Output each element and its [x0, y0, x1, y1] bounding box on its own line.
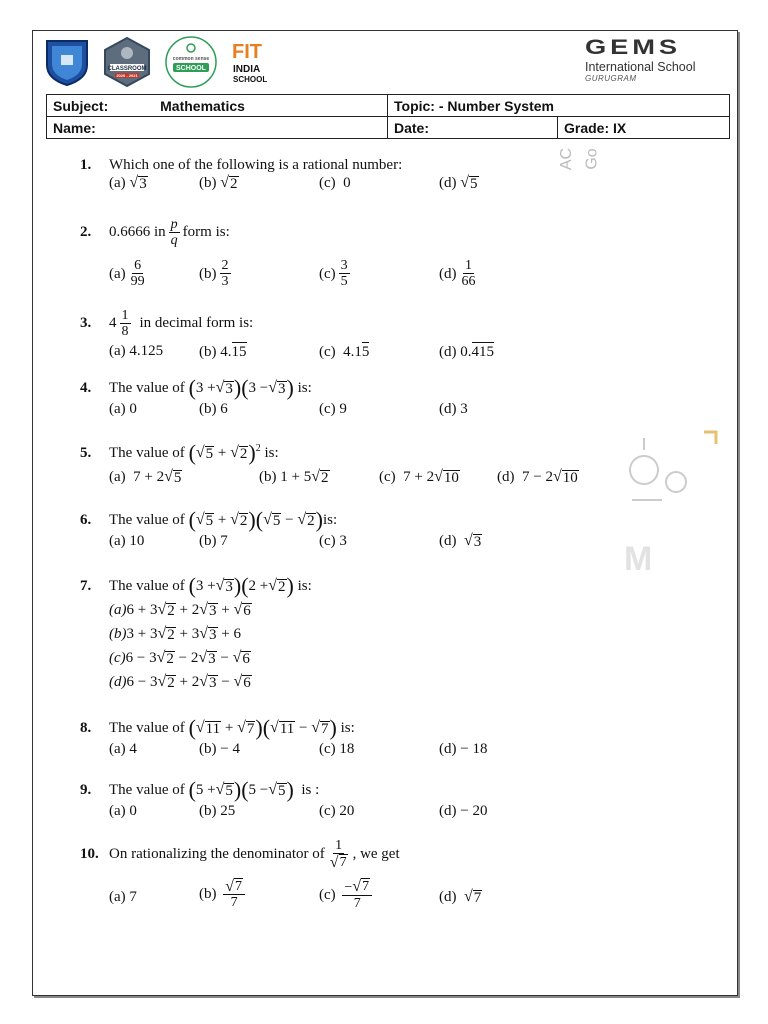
question-9: 9. The value of ( 5 + √ 5 )( 5 − √ 5 ) is : (a) 0 (b) 25 (c) 20 (d) − 20 [80, 778, 319, 822]
numerator: p [170, 216, 178, 232]
sqrt: √ 3 [129, 174, 147, 192]
numerator: 1 [335, 838, 343, 853]
radicand: 3 [209, 627, 217, 643]
date-cell[interactable]: Date: [388, 117, 558, 139]
radicand: 3 [209, 603, 217, 619]
question-text: The value of [109, 380, 185, 396]
radicand: 6 [243, 675, 251, 691]
radicand: 10 [443, 470, 459, 486]
question-number: 2. [80, 224, 92, 240]
option-label: (d) [439, 175, 457, 191]
school-city: GURUGRAM [585, 74, 637, 83]
option-b[interactable]: (b) 6 [199, 401, 228, 417]
option-b[interactable] [199, 878, 248, 910]
question-text: is: [297, 578, 312, 594]
option-b[interactable] [199, 174, 239, 192]
topic-cell: Topic: - Number System [388, 95, 730, 117]
header-table [46, 94, 730, 139]
option-c[interactable] [319, 342, 369, 361]
question-text: The value of [109, 445, 185, 461]
expr: 5 − [248, 782, 269, 798]
options [109, 400, 468, 420]
radicand: 3 [473, 534, 482, 550]
sqrt: √ 10 [552, 468, 578, 486]
question-number: 9. [80, 782, 92, 798]
sqrt: √ 5 [164, 468, 182, 486]
radicand: 3 [139, 176, 147, 192]
option-c[interactable] [109, 646, 312, 670]
watermark-go: Go [583, 148, 601, 170]
question-number: 7. [80, 578, 92, 594]
radicand: 5 [225, 783, 233, 799]
option-d[interactable]: (d) − 18 [439, 741, 488, 757]
denominator: 5 [340, 274, 348, 289]
sqrt: √ 6 [233, 601, 251, 619]
fraction [460, 258, 478, 289]
option-a[interactable] [109, 258, 150, 289]
option-c[interactable]: (c) 3 [319, 533, 347, 549]
radicand: 2 [167, 627, 175, 643]
sqrt: √ 2 [220, 174, 238, 192]
numerator: 1 [465, 258, 472, 273]
radicand: 3 [278, 381, 286, 397]
sqrt: √ 5 [268, 781, 286, 799]
option-label: (d) [497, 469, 515, 485]
question-text: The value of [109, 720, 185, 736]
radicand: 5 [173, 470, 182, 486]
question-text: in decimal form is: [139, 315, 254, 331]
numerator: 2 [221, 258, 229, 273]
options [109, 802, 488, 822]
radicand: 2 [230, 176, 238, 192]
radicand: 5 [205, 513, 214, 529]
question-text: form is: [182, 224, 230, 240]
question-6: 6. The value of ( √ 5 + √ 2 )( √ 5 − √ 2 ) is: (a) 10 (b) 7 (c) 3 (d) √ 3 [80, 507, 482, 550]
option-b[interactable] [109, 622, 312, 646]
option-d[interactable] [109, 670, 312, 694]
expr: + 2 [179, 674, 200, 690]
options [109, 598, 312, 694]
options [109, 532, 482, 552]
expr: 3 − [248, 380, 269, 396]
radicand: 2 [239, 446, 248, 462]
radicand: 2 [307, 513, 315, 529]
commonsense-top: common sense [172, 56, 210, 62]
watermark-m: M [624, 540, 653, 578]
option-label: (d) [439, 889, 457, 905]
sqrt: √ 11 [195, 719, 221, 737]
radicand: 2 [321, 470, 329, 486]
sqrt: √ 3 [199, 673, 217, 691]
sqrt: √ 11 [270, 719, 295, 737]
option-c[interactable] [319, 174, 351, 192]
exponent: 2 [255, 443, 261, 454]
option-d[interactable] [439, 342, 494, 361]
expr: + 3 [179, 626, 200, 642]
option-label: (c) [379, 469, 396, 485]
sqrt: √ 2 [268, 577, 286, 595]
radicand: 2 [166, 651, 174, 667]
fraction [223, 878, 245, 910]
expr: + 2 [179, 602, 200, 618]
radicand: 5 [470, 176, 478, 192]
fraction [342, 878, 372, 911]
radicand: 3 [209, 675, 217, 691]
question-text: is: [322, 512, 338, 528]
radicand: 7 [339, 855, 347, 870]
expr: 7 + 2 [403, 469, 435, 485]
option-label: (b) [199, 175, 217, 191]
repeating-digits: 5 [361, 344, 370, 360]
decimal: 0. [460, 343, 472, 360]
subject-value: Mathematics [160, 97, 245, 114]
sqrt: √ 2 [311, 468, 329, 486]
option-label: (d) [439, 343, 457, 360]
denominator: 66 [461, 274, 476, 289]
option-b[interactable]: (b) 7 [199, 533, 228, 549]
question-text: Which one of the following is a rational number: [109, 157, 403, 173]
option-d[interactable] [439, 174, 479, 192]
question-text: is: [297, 380, 312, 396]
radicand: 7 [235, 879, 243, 894]
mixed-whole: 4 [109, 315, 117, 331]
option-label: (d) [439, 533, 457, 549]
radicand: 3 [225, 579, 233, 595]
sqrt: √ 10 [434, 468, 459, 486]
sqrt: √ 7 [464, 888, 482, 906]
option-label: (a) [109, 265, 126, 282]
radicand: 2 [239, 513, 248, 529]
question-text: The value of [109, 512, 185, 528]
option-label: (a) [109, 602, 127, 618]
expr: 3 + [195, 380, 216, 396]
sqrt: √ 2 [157, 673, 175, 691]
option-value: 0 [343, 175, 351, 191]
option-c[interactable] [319, 878, 375, 911]
question-text: is: [264, 445, 279, 461]
option-c[interactable] [379, 468, 460, 486]
options [109, 342, 494, 362]
repeating-digits: 415 [471, 344, 494, 360]
operator: − [299, 720, 308, 736]
question-number: 4. [80, 380, 92, 396]
sqrt: √ 6 [232, 649, 250, 667]
fraction [120, 308, 131, 339]
sqrt: √ 3 [215, 379, 233, 397]
sqrt: √ 5 [195, 444, 214, 462]
fraction [328, 838, 350, 870]
radicand: 10 [562, 470, 578, 486]
radicand: 11 [205, 721, 221, 737]
classroom-label: CLASSROOM [107, 66, 147, 72]
numerator: 6 [134, 258, 142, 273]
option-label: (c) [319, 175, 336, 191]
option-c[interactable]: (c) 18 [319, 741, 355, 757]
question-8: 8. The value of ( √ 11 + √ 7 )( √ 11 − √ 7 ) is: (a) 4 (b) − 4 (c) 18 (d) − 18 [80, 716, 355, 760]
sqrt: √ 2 [230, 444, 248, 462]
subject-label: Subject: [53, 97, 109, 114]
subject-cell [47, 95, 388, 117]
question-text: 0.6666 in [109, 224, 166, 240]
classroom-years: 2020 - 2021 [116, 73, 138, 78]
option-label: (b) [259, 469, 277, 485]
option-a[interactable] [109, 468, 182, 486]
sqrt: √ 7 [237, 719, 255, 737]
name-cell[interactable]: Name: [47, 117, 388, 139]
radicand: 3 [208, 651, 216, 667]
question-text: is: [340, 720, 355, 736]
sqrt: √ 3 [268, 379, 286, 397]
option-a[interactable]: (a) 4 [109, 741, 137, 757]
option-label: (c) [109, 650, 126, 666]
radicand: 6 [243, 603, 251, 619]
option-a[interactable]: (a) 4.125 [109, 343, 164, 359]
radicand: 11 [279, 721, 295, 737]
option-b[interactable] [199, 342, 247, 361]
sqrt: √ 5 [460, 174, 478, 192]
fraction [129, 258, 147, 289]
expr: − 2 [178, 650, 199, 666]
option-label: (c) [319, 886, 336, 903]
option-d[interactable]: (d) − 20 [439, 803, 488, 819]
fit-label: FIT [232, 41, 262, 63]
option-label: (d) [109, 674, 127, 690]
operator: − [285, 512, 294, 528]
fit-india-school-icon [230, 36, 274, 88]
option-label: (a) [109, 469, 126, 485]
question-5: 5. The value of ( √ 5 + √ 2 ) $^2$ is: (a) 7 + 2 √ 5 (b) 1 + 5 √ 2 (c) 7 + 2 √ 10 (d) 7 − 2 √ 10 [80, 440, 578, 486]
option-c[interactable] [319, 258, 353, 289]
option-d[interactable] [439, 258, 481, 289]
expr: 6 − 3 [126, 674, 158, 690]
option-b[interactable]: (b) 25 [199, 803, 236, 819]
denominator: 8 [121, 323, 129, 339]
radicand: 7 [246, 721, 255, 737]
radicand: 5 [278, 783, 286, 799]
fraction [339, 258, 350, 289]
option-b[interactable] [199, 258, 234, 289]
logo-strip [44, 34, 274, 90]
question-text: , we get [352, 846, 400, 862]
question-number: 5. [80, 445, 92, 461]
radicand: 2 [167, 675, 175, 691]
sqrt: √ 2 [157, 625, 175, 643]
fit-school-label: SCHOOL [233, 75, 268, 84]
question-text: The value of [109, 782, 185, 798]
operator: + [217, 512, 227, 528]
options [109, 740, 488, 760]
radicand: 7 [321, 721, 329, 737]
option-d[interactable] [439, 888, 482, 906]
gems-logo-text: GEMS [585, 36, 681, 59]
expr: 6 + 3 [126, 602, 158, 618]
sqrt: √ 6 [233, 673, 251, 691]
repeating-digits: 15 [231, 344, 247, 360]
sqrt: √ 2 [230, 511, 248, 529]
question-3 [80, 307, 494, 362]
question-number: 3. [80, 315, 92, 331]
expr: − [220, 650, 229, 666]
expr: 7 − 2 [522, 469, 553, 485]
option-label: (b) [199, 343, 217, 360]
option-a[interactable]: (a) 10 [109, 533, 145, 549]
question-4: 4. The value of ( 3 + √ 3 )( 3 − √ 3 ) is: (a) 0 (b) 6 (c) 9 (d) 3 [80, 376, 312, 420]
radicand: 2 [167, 603, 175, 619]
microsoft-school-shield-icon [44, 37, 90, 87]
radicand: 7 [473, 890, 482, 906]
sqrt: √ 5 [215, 781, 233, 799]
sqrt: √ 5 [263, 511, 281, 529]
question-number: 8. [80, 720, 92, 736]
options [109, 468, 578, 488]
option-label: (d) [439, 265, 457, 282]
sqrt: √ 7 [223, 878, 245, 895]
denominator: 3 [221, 274, 229, 289]
question-10 [80, 836, 482, 918]
commonsense-school: SCHOOL [176, 65, 206, 72]
fraction [169, 217, 180, 248]
option-d[interactable] [439, 532, 482, 550]
option-label: (b) [199, 265, 217, 282]
option-c[interactable]: (c) 20 [319, 803, 355, 819]
option-label: (c) [319, 343, 336, 360]
options [109, 174, 478, 194]
fit-india-label: INDIA [233, 64, 261, 75]
option-label: (b) [199, 886, 217, 902]
question-text: is : [301, 782, 320, 798]
question-7: 7. The value of ( 3 + √ 3 )( 2 + √ 2 ) is: (a) 6 + 3 √ 2 + 2 √ 3 + √ 6 (b) 3 + 3 √ 2 + 3 √ 3 + 6 (c) 6 − 3 √ 2 − 2 √ 3 − √ 6 (d) 6 − 3 √ 2 + 2 √ 3 − √ 6 [80, 574, 312, 694]
question-text: On rationalizing the denominator of [109, 846, 325, 862]
sqrt: √ 2 [156, 649, 174, 667]
denominator: q [170, 232, 178, 248]
sqrt: √ 5 [195, 511, 214, 529]
expr: 7 + 2 [133, 469, 165, 485]
radicand: 5 [272, 513, 281, 529]
expr: + 6 [221, 626, 241, 642]
sqrt: √ 2 [297, 511, 315, 529]
watermark-ac: AC [558, 147, 576, 171]
question-number: 1. [80, 157, 92, 173]
option-b[interactable] [259, 468, 330, 486]
option-a[interactable] [109, 174, 148, 192]
expr: 6 − 3 [125, 650, 157, 666]
expr: 2 + [248, 578, 269, 594]
school-brand [585, 38, 696, 83]
option-b[interactable]: (b) − 4 [199, 741, 240, 757]
expr: 1 + 5 [280, 469, 312, 485]
numerator: 3 [340, 258, 348, 273]
school-subtitle: International School [585, 60, 696, 74]
options [109, 254, 476, 294]
decimal: 4. [220, 343, 232, 360]
option-a[interactable]: (a) 0 [109, 401, 137, 417]
numerator: 1 [121, 307, 129, 323]
question-number: 6. [80, 512, 92, 528]
radicand: 5 [205, 446, 214, 462]
sqrt: √ 3 [198, 649, 216, 667]
radicand: 7 [362, 879, 370, 894]
radicand: 3 [225, 381, 233, 397]
operator: + [217, 445, 227, 461]
option-d[interactable]: (d) 3 [439, 401, 468, 417]
sqrt: √ 3 [199, 625, 217, 643]
expr: 3 + 3 [126, 626, 158, 642]
option-a[interactable] [109, 598, 312, 622]
sqrt: √ 7 [352, 878, 370, 895]
radicand: 6 [242, 651, 250, 667]
question-number: 10. [80, 846, 99, 862]
expr: 5 + [195, 782, 216, 798]
common-sense-school-icon [164, 35, 218, 89]
option-c[interactable]: (c) 9 [319, 401, 347, 417]
sqrt: √ 3 [199, 601, 217, 619]
question-text: The value of [109, 578, 185, 594]
watermark-illustration-icon [622, 430, 718, 510]
expr: − [221, 674, 230, 690]
classroom-hexagon-icon [102, 36, 152, 88]
options [109, 878, 482, 918]
grade-cell: Grade: IX [558, 117, 730, 139]
decimal: 4.1 [343, 343, 362, 360]
question-1 [80, 156, 478, 194]
sqrt: √ 7 [311, 719, 329, 737]
sqrt: √ 2 [157, 601, 175, 619]
negative-sign: − [344, 880, 353, 895]
option-label: (c) [319, 265, 336, 282]
expr: + [221, 602, 230, 618]
fraction [220, 258, 231, 289]
denominator: 7 [353, 896, 361, 911]
option-d[interactable] [497, 468, 579, 486]
sqrt: √ 3 [464, 532, 482, 550]
sqrt: √ 3 [215, 577, 233, 595]
sqrt: √ 7 [329, 854, 347, 871]
operator: + [224, 720, 234, 736]
denominator: 7 [230, 895, 238, 910]
expr: 3 + [195, 578, 216, 594]
option-a[interactable]: (a) 0 [109, 803, 137, 819]
radicand: 2 [278, 579, 286, 595]
option-label: (a) [109, 175, 126, 191]
denominator: 99 [130, 274, 145, 289]
question-2 [80, 216, 476, 294]
option-a[interactable]: (a) 7 [109, 889, 137, 905]
option-label: (b) [109, 626, 127, 642]
